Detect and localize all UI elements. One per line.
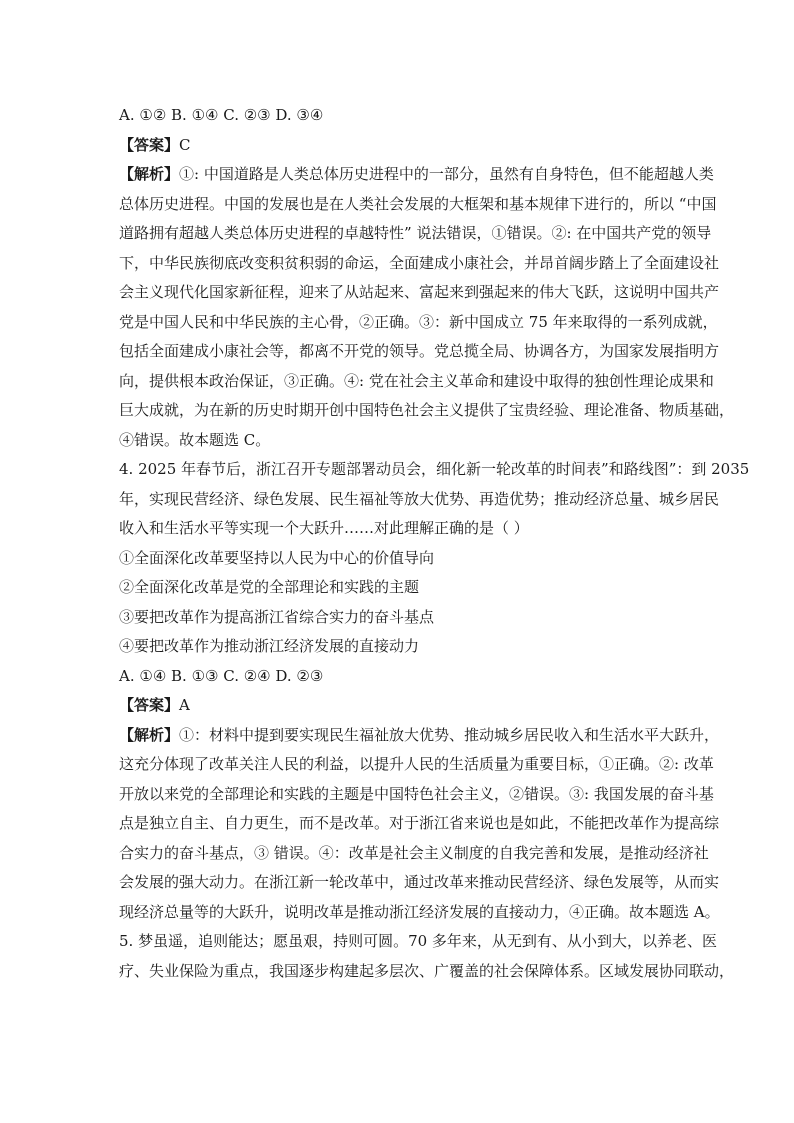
q3-analysis-line: 向，提供根本政治保证，③正确。④: 党在社会主义革命和建设中取得的独创性理论成果和	[119, 371, 714, 390]
q5-stem-line: 5. 梦虽遥，追则能达；愿虽艰，持则可圆。70 多年来，从无到有、从小到大，以养老、医	[119, 932, 717, 950]
q4-analysis-line: 这充分体现了改革关注人民的利益，以提升人民的生活质量为重要目标，①正确。②: 改革	[119, 755, 714, 773]
q4-statement: ③要把改革作为提高浙江省综合实力的奋斗基点	[119, 607, 435, 626]
analysis-tag: 【解析】	[119, 725, 180, 744]
q3-analysis-line: 包括全面建成小康社会等，都离不开党的领导。党总揽全局、协调各方，为国家发展指明方	[119, 342, 720, 360]
q4-analysis-line: 会发展的强大动力。在浙江新一轮改革中，通过改革来推动民营经济、绿色发展等，从而实	[119, 873, 720, 891]
q3-analysis-line: 【解析】①: 中国道路是人类总体历史进程中的一部分，虽然有自身特色，但不能超越人类	[119, 165, 714, 183]
q4-analysis-line: 现经济总量等的大跃升，说明改革是推动浙江经济发展的直接动力，④正确。故本题选 A。	[119, 902, 720, 921]
page-content	[119, 101, 750, 986]
q4-stem-line: 收入和生活水平等实现一个大跃升……对此理解正确的是（ ）	[119, 519, 529, 537]
q4-analysis-line: 点是独立自主、自力更生，而不是改革。对于浙江省来说也是如此，不能把改革作为提高综	[119, 814, 720, 832]
q4-analysis-line: 合实力的奋斗基点，③ 错误。④：改革是社会主义制度的自我完善和发展，是推动经济社	[119, 843, 709, 862]
q3-analysis-line: 下，中华民族彻底改变积贫积弱的命运，全面建成小康社会，并昂首阔步踏上了全面建设社	[119, 253, 720, 272]
answer-value: A	[179, 696, 190, 714]
q3-analysis-line: ④错误。故本题选 C。	[119, 430, 271, 449]
answer-value: C	[179, 135, 191, 154]
q4-stem-line: 4. 2025 年春节后，浙江召开专题部署动员会，细化新一轮改革的时间表”和路线图”：到 2035	[119, 460, 750, 478]
q3-analysis-line: 总体历史进程。中国的发展也是在人类社会发展的大框架和基本规律下进行的，所以 “中国	[119, 194, 717, 213]
q3-options: A. ①② B. ①④ C. ②③ D. ③④	[119, 106, 324, 124]
q4-analysis-line: 【解析】①：材料中提到要实现民生福祉放大优势、推动城乡居民收入和生活水平大跃升，	[119, 725, 720, 744]
q4-answer	[119, 691, 684, 721]
q4-statement: ②全面深化改革是党的全部理论和实践的主题	[119, 578, 420, 596]
q3-analysis-line: 道路拥有超越人类总体历史进程的卓越特性” 说法错误，①错误。②: 在中国共产党的领导	[119, 224, 712, 242]
q3-answer	[119, 131, 684, 161]
q3-analysis-line: 巨大成就，为在新的历史时期开创中国特色社会主义提供了宝贵经验、理论准备、物质基础，	[119, 401, 735, 419]
answer-tag: 【答案】	[119, 135, 180, 154]
q5-stem-line: 疗、失业保险为重点，我国逐步构建起多层次、广覆盖的社会保障体系。区域发展协同联动，	[119, 961, 735, 980]
q3-analysis-line: 党是中国人民和中华民族的主心骨，②正确。③：新中国成立 75 年来取得的一系列成就，	[119, 312, 718, 331]
q4-statement: ④要把改革作为推动浙江经济发展的直接动力	[119, 637, 420, 655]
analysis-tag: 【解析】	[119, 165, 180, 183]
q4-stem-line: 年，实现民营经济、绿色发展、民生福祉等放大优势、再造优势；推动经济总量、城乡居民	[119, 489, 720, 508]
q4-options: A. ①④ B. ①③ C. ②④ D. ②③	[119, 666, 324, 685]
q4-statement: ①全面深化改革要坚持以人民为中心的价值导向	[119, 548, 435, 567]
q3-analysis-line: 会主义现代化国家新征程，迎来了从站起来、富起来到强起来的伟大飞跃，这说明中国共产	[119, 283, 720, 301]
q4-analysis-line: 开放以来党的全部理论和实践的主题是中国特色社会主义，②错误。③: 我国发展的奋斗基	[119, 784, 714, 803]
answer-tag: 【答案】	[119, 696, 180, 714]
